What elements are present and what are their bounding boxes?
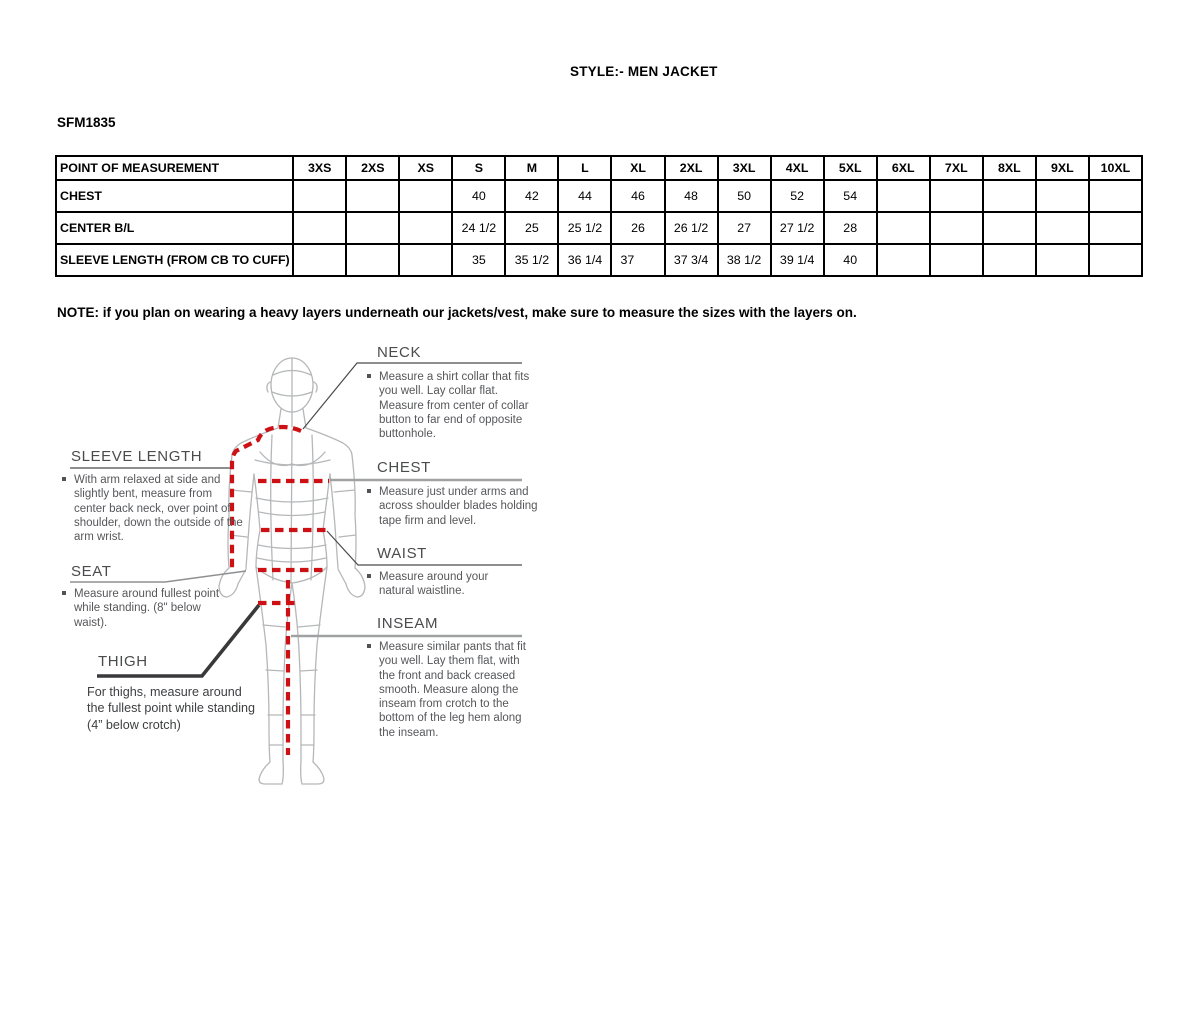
column-header-size: L: [558, 156, 611, 180]
column-header-size: 8XL: [983, 156, 1036, 180]
table-cell: 50: [718, 180, 771, 212]
thigh-description: For thighs, measure around the fullest point while standing (4” below crotch): [87, 685, 256, 732]
column-header-size: 4XL: [771, 156, 824, 180]
column-header-size: XL: [611, 156, 664, 180]
column-header-size: S: [452, 156, 505, 180]
table-cell: [1036, 180, 1089, 212]
table-cell: [983, 212, 1036, 244]
table-cell: 27 1/2: [771, 212, 824, 244]
section-sleeve-desc-block: [74, 473, 246, 544]
table-row: [56, 212, 1142, 244]
table-cell: [1036, 244, 1089, 276]
table-cell: 40: [824, 244, 877, 276]
table-cell: 37: [611, 244, 664, 276]
table-cell: 44: [558, 180, 611, 212]
table-cell: 46: [611, 180, 664, 212]
column-header-size: 3XS: [293, 156, 346, 180]
table-cell: 27: [718, 212, 771, 244]
column-header-size: 9XL: [1036, 156, 1089, 180]
table-cell: 25 1/2: [558, 212, 611, 244]
sleeve-length-description: With arm relaxed at side and slightly bent, measure from center back neck, over point of shoulder, down the outside of the arm wrist.: [74, 473, 246, 544]
table-cell: [1036, 212, 1089, 244]
section-neck-desc-block: [379, 370, 534, 441]
table-cell: 25: [505, 212, 558, 244]
column-header-size: 6XL: [877, 156, 930, 180]
column-header-point-of-measurement: POINT OF MEASUREMENT: [56, 156, 293, 180]
column-header-size: M: [505, 156, 558, 180]
row-label: SLEEVE LENGTH (FROM CB TO CUFF): [56, 244, 293, 276]
table-cell: [877, 180, 930, 212]
neck-heading: NECK: [377, 344, 422, 361]
column-header-size: 2XL: [665, 156, 718, 180]
table-cell: 39 1/4: [771, 244, 824, 276]
size-table-container: [55, 155, 1143, 277]
column-header-size: 10XL: [1089, 156, 1142, 180]
section-inseam: [377, 615, 438, 632]
inseam-heading: INSEAM: [377, 615, 439, 632]
section-sleeve-length: [71, 448, 202, 465]
section-inseam-desc-block: [379, 640, 537, 740]
table-cell: [930, 212, 983, 244]
table-cell: [930, 244, 983, 276]
chest-description: Measure just under arms and across shoulder blades holding tape firm and level.: [379, 486, 538, 527]
table-cell: [293, 180, 346, 212]
table-cell: [293, 244, 346, 276]
table-cell: 35 1/2: [505, 244, 558, 276]
neck-description: Measure a shirt collar that fits you well. Lay collar flat. Measure from center of collar button to far end of opposite buttonhole.: [379, 370, 534, 441]
page-title: STYLE:- MEN JACKET: [570, 64, 718, 79]
row-label: CENTER B/L: [56, 212, 293, 244]
section-seat-desc-block: [74, 587, 234, 630]
table-cell: [399, 180, 452, 212]
section-chest: [377, 459, 431, 476]
seat-description: Measure around fullest point while standing. (8" below waist).: [74, 587, 234, 630]
table-cell: [1089, 244, 1142, 276]
table-cell: 42: [505, 180, 558, 212]
table-cell: [983, 180, 1036, 212]
column-header-size: 2XS: [346, 156, 399, 180]
table-cell: 26 1/2: [665, 212, 718, 244]
table-cell: 52: [771, 180, 824, 212]
row-label: CHEST: [56, 180, 293, 212]
table-cell: 38 1/2: [718, 244, 771, 276]
table-cell: 28: [824, 212, 877, 244]
section-waist-desc-block: [379, 570, 519, 599]
section-chest-desc-block: [379, 485, 539, 528]
waist-heading: WAIST: [377, 545, 427, 562]
note-text: NOTE: if you plan on wearing a heavy layers underneath our jackets/vest, make sure to measure the sizes with the layers on.: [57, 305, 857, 320]
column-header-size: 3XL: [718, 156, 771, 180]
style-code: SFM1835: [57, 115, 116, 130]
column-header-size: 7XL: [930, 156, 983, 180]
table-cell: 26: [611, 212, 664, 244]
table-cell: [877, 212, 930, 244]
table-row: [56, 180, 1142, 212]
table-cell: 48: [665, 180, 718, 212]
section-neck: [377, 344, 421, 361]
table-cell: [1089, 180, 1142, 212]
table-cell: [877, 244, 930, 276]
section-thigh: [98, 653, 148, 670]
waist-description: Measure around your natural waistline.: [379, 570, 519, 599]
inseam-description: Measure similar pants that fit you well. Lay them flat, with the front and back creased smooth. Measure along the inseam from crotch to the bottom of the leg hem along the inseam.: [379, 640, 537, 740]
table-row: [56, 244, 1142, 276]
table-cell: [399, 212, 452, 244]
chest-heading: CHEST: [377, 459, 431, 476]
table-cell: 40: [452, 180, 505, 212]
table-cell: [346, 244, 399, 276]
seat-heading: SEAT: [71, 563, 112, 580]
table-cell: [346, 180, 399, 212]
table-cell: [293, 212, 346, 244]
column-header-size: 5XL: [824, 156, 877, 180]
table-cell: [346, 212, 399, 244]
section-waist: [377, 545, 427, 562]
section-thigh-desc-block: [87, 684, 259, 733]
section-seat: [71, 563, 111, 580]
table-header-row: [56, 156, 1142, 180]
table-cell: 36 1/4: [558, 244, 611, 276]
table-cell: 54: [824, 180, 877, 212]
table-cell: 35: [452, 244, 505, 276]
table-cell: 37 3/4: [665, 244, 718, 276]
table-cell: 24 1/2: [452, 212, 505, 244]
measurement-diagram: [55, 340, 560, 805]
table-cell: [399, 244, 452, 276]
size-chart-table: [55, 155, 1143, 277]
table-cell: [983, 244, 1036, 276]
table-cell: [930, 180, 983, 212]
sleeve-length-heading: SLEEVE LENGTH: [71, 448, 203, 465]
thigh-heading: THIGH: [98, 653, 148, 670]
column-header-size: XS: [399, 156, 452, 180]
table-cell: [1089, 212, 1142, 244]
